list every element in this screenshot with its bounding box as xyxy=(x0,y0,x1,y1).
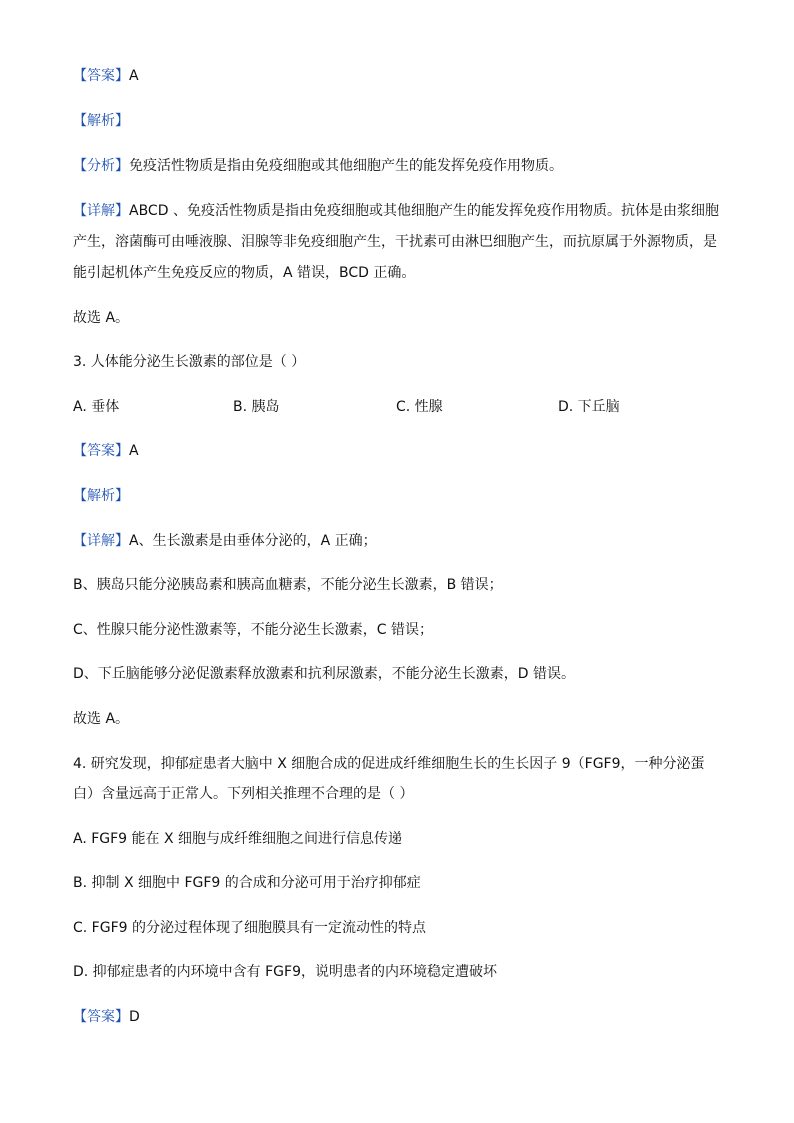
detail-text-1: ABCD 、免疫活性物质是指由免疫细胞或其他细胞产生的能发挥免疫作用物质。抗体是由浆细胞 xyxy=(129,203,719,219)
q3-detail-c: C、性腺只能分泌性激素等，不能分泌生长激素，C 错误； xyxy=(73,622,433,638)
q3-option-d: D. 下丘脑 xyxy=(558,399,620,415)
q3-option-b: B. 胰岛 xyxy=(233,399,280,415)
detail-label: 【详解】 xyxy=(73,533,129,549)
q3-option-c: C. 性腺 xyxy=(396,399,443,415)
q2-detail-line-1 xyxy=(73,202,719,220)
q3-answer-line xyxy=(73,442,139,460)
q2-conclusion: 故选 A。 xyxy=(73,310,130,326)
q4-option-b: B. 抑制 X 细胞中 FGF9 的合成和分泌可用于治疗抑郁症 xyxy=(73,875,421,891)
q2-fenxi-line xyxy=(73,157,563,175)
q3-conclusion: 故选 A。 xyxy=(73,711,130,727)
answer-label: 【答案】 xyxy=(73,68,129,84)
q2-analysis-heading xyxy=(73,112,129,130)
q4-option-d: D. 抑郁症患者的内环境中含有 FGF9，说明患者的内环境稳定遭破坏 xyxy=(73,964,497,980)
answer-value: A xyxy=(129,68,139,84)
q3-detail-d: D、下丘脑能够分泌促激素释放激素和抗利尿激素，不能分泌生长激素，D 错误。 xyxy=(73,666,576,682)
detail-label: 【详解】 xyxy=(73,203,129,219)
analysis-label: 【解析】 xyxy=(73,113,129,129)
q4-option-a: A. FGF9 能在 X 细胞与成纤维细胞之间进行信息传递 xyxy=(73,831,403,847)
answer-value: D xyxy=(129,1009,140,1025)
q3-detail-b: B、胰岛只能分泌胰岛素和胰高血糖素，不能分泌生长激素，B 错误； xyxy=(73,577,503,593)
q2-answer-line xyxy=(73,67,139,85)
q2-detail-line-2: 产生，溶菌酶可由唾液腺、泪腺等非免疫细胞产生，干扰素可由淋巴细胞产生，而抗原属于外源物质，是 xyxy=(73,234,717,250)
fenxi-text: 免疫活性物质是指由免疫细胞或其他细胞产生的能发挥免疫作用物质。 xyxy=(129,158,563,174)
q4-option-c: C. FGF9 的分泌过程体现了细胞膜具有一定流动性的特点 xyxy=(73,920,426,936)
answer-label: 【答案】 xyxy=(73,443,129,459)
fenxi-label: 【分析】 xyxy=(73,158,129,174)
q3-stem: 3. 人体能分泌生长激素的部位是（ ） xyxy=(73,354,306,370)
q2-detail-line-3: 能引起机体产生免疫反应的物质，A 错误，BCD 正确。 xyxy=(73,265,416,281)
q4-stem-line-1: 4. 研究发现，抑郁症患者大脑中 X 细胞合成的促进成纤维细胞生长的生长因子 9（FGF9，一种分泌蛋 xyxy=(73,756,705,772)
q3-detail-a xyxy=(73,532,377,550)
q3-option-a: A. 垂体 xyxy=(73,399,120,415)
analysis-label: 【解析】 xyxy=(73,488,129,504)
detail-text-a: A、生长激素是由垂体分泌的，A 正确； xyxy=(129,533,377,549)
answer-label: 【答案】 xyxy=(73,1009,129,1025)
q4-answer-line xyxy=(73,1008,140,1026)
q4-stem-line-2: 白）含量远高于正常人。下列相关推理不合理的是（ ） xyxy=(73,786,414,802)
q3-analysis-heading xyxy=(73,487,129,505)
answer-value: A xyxy=(129,443,139,459)
